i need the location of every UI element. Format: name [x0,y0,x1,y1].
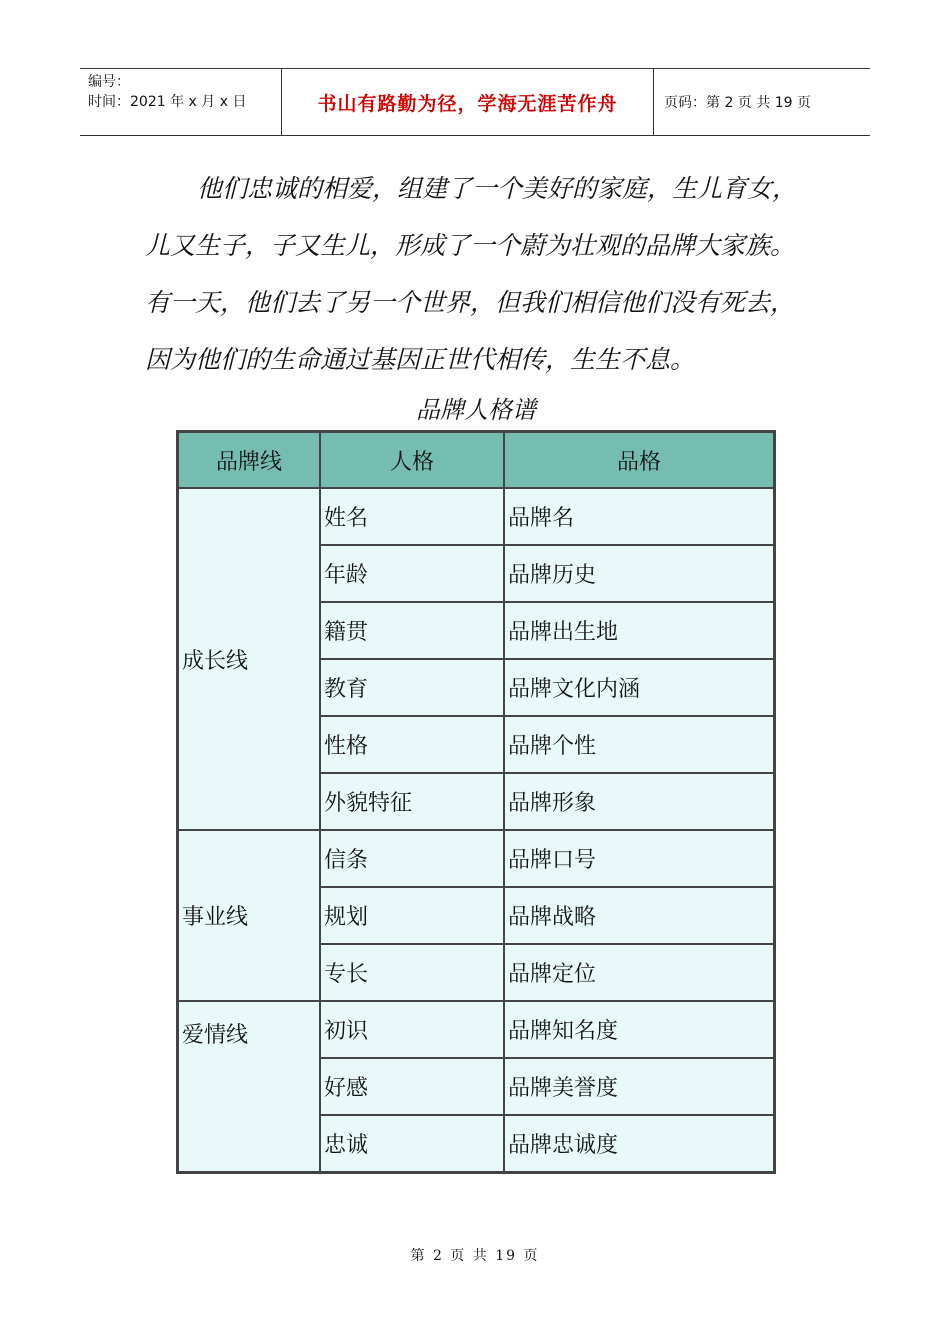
brand-personality-table [176,430,776,1174]
character-cell: 品牌名 [504,488,774,545]
personality-cell: 籍贯 [320,602,504,659]
table-row [178,488,774,545]
personality-cell: 外貌特征 [320,773,504,830]
personality-cell: 信条 [320,830,504,887]
header-info [80,69,282,135]
character-cell: 品牌形象 [504,773,774,830]
character-cell: 品牌文化内涵 [504,659,774,716]
column-header: 品格 [504,432,774,488]
character-cell: 品牌历史 [504,545,774,602]
character-cell: 品牌个性 [504,716,774,773]
table-row [178,830,774,887]
character-cell: 品牌出生地 [504,602,774,659]
paragraph-line: 有一天，他们去了另一个世界，但我们相信他们没有死去， [145,288,796,317]
header-page-info: 页码：第 2 页 共 19 页 [664,95,811,111]
personality-cell: 教育 [320,659,504,716]
header-date: 时间：2021 年 x 月 x 日 [88,94,247,110]
column-header: 人格 [320,432,504,488]
personality-cell: 性格 [320,716,504,773]
table-row [178,1001,774,1058]
brand-line-cell: 事业线 [178,830,320,1001]
page-footer: 第 2 页 共 19 页 [410,1248,540,1264]
character-cell: 品牌定位 [504,944,774,1001]
header-motto: 书山有路勤为径，学海无涯苦作舟 [282,69,654,135]
personality-cell: 姓名 [320,488,504,545]
brand-line-cell: 成长线 [178,488,320,830]
personality-cell: 专长 [320,944,504,1001]
body-paragraph [145,160,825,388]
personality-cell: 规划 [320,887,504,944]
personality-cell: 忠诚 [320,1115,504,1172]
column-header: 品牌线 [178,432,320,488]
brand-line-cell: 爱情线 [178,1001,320,1172]
character-cell: 品牌口号 [504,830,774,887]
character-cell: 品牌美誉度 [504,1058,774,1115]
table-caption: 品牌人格谱 [416,396,536,424]
personality-cell: 年龄 [320,545,504,602]
personality-cell: 初识 [320,1001,504,1058]
page-header [80,68,870,136]
character-cell: 品牌战略 [504,887,774,944]
paragraph-line: 因为他们的生命通过基因正世代相传，生生不息。 [145,345,696,374]
header-number: 编号： [88,74,130,90]
paragraph-line: 他们忠诚的相爱，组建了一个美好的家庭，生儿育女， [197,174,798,203]
character-cell: 品牌知名度 [504,1001,774,1058]
paragraph-line: 儿又生子，子又生儿，形成了一个蔚为壮观的品牌大家族。 [145,231,796,260]
personality-cell: 好感 [320,1058,504,1115]
character-cell: 品牌忠诚度 [504,1115,774,1172]
table-header-row [178,432,774,488]
